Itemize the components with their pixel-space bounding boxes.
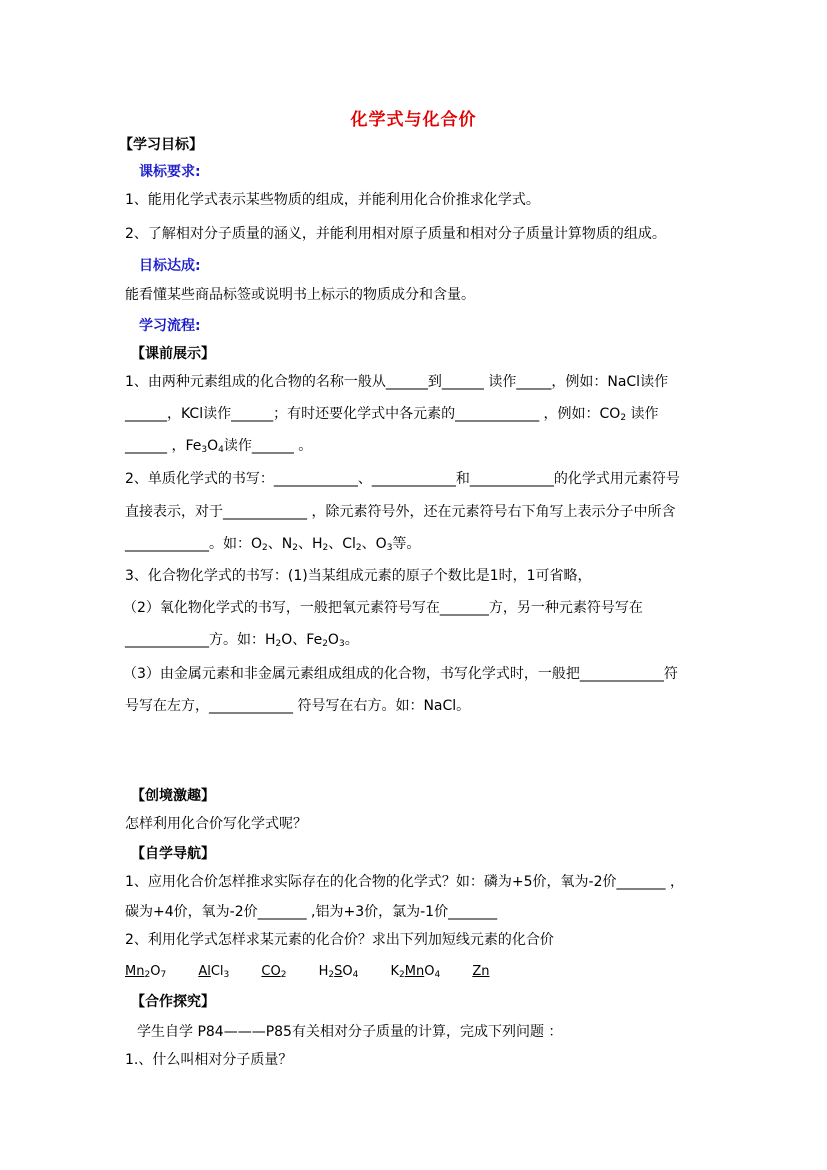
preview-q3-line1: 3、化合物化学式的书写：(1)当某组成元素的原子个数比是1时，1可省略， <box>125 568 592 584</box>
subscript: 7 <box>160 970 167 980</box>
subscript: 2 <box>322 543 329 553</box>
text: O <box>150 964 161 979</box>
scenario-text: 怎样利用化合价写化学式呢？ <box>125 816 307 832</box>
subscript: 2 <box>322 639 328 649</box>
subscript: 3 <box>386 543 393 553</box>
text: ______ ，Fe <box>125 438 202 454</box>
preview-heading: 【课前展示】 <box>131 346 215 362</box>
subscript: 2 <box>292 543 298 553</box>
subscript: 2 <box>399 970 405 980</box>
text: S <box>334 964 343 979</box>
preview-q1-line2-text: ______，KCl读作______；有时还要化学式中各元素的____________ ，例如：CO <box>125 406 621 422</box>
subscript: 3 <box>223 970 230 980</box>
subscript: 2 <box>262 543 268 553</box>
formula-k2mno4 <box>390 964 440 979</box>
self-study-line1: 1、应用化合价怎样推求实际存在的化合物的化学式？如：磷为+5价，氧为-2价_______ ， <box>125 874 684 890</box>
preview-q3-line5: 号写在左方，____________ 符号写在右方。如：NaCl。 <box>125 698 471 714</box>
self-study-line2: 碳为+4价，氧为-2价_______ ,铝为+3价，氯为-1价_______ <box>125 904 498 920</box>
subscript: 3 <box>201 445 208 455</box>
text: 、O <box>361 536 387 552</box>
text: 、N <box>267 536 293 552</box>
preview-q1-line1: 1、由两种元素组成的化合物的名称一般从______到______ 读作_____，例如：NaCl读作 <box>125 374 669 390</box>
cooperation-text: 学生自学 P84———P85有关相对分子质量的计算，完成下列问题 ： <box>137 1024 563 1040</box>
text: O <box>207 438 219 454</box>
text: H <box>318 964 329 979</box>
text: O、Fe <box>281 632 323 648</box>
preview-q3-line4: （3）由金属元素和非金属元素组成组成的化合物，书写化学式时，一般把____________符 <box>123 666 678 682</box>
subscript: 4 <box>218 445 224 455</box>
preview-q2-line1: 2、单质化学式的书写：____________、____________和____________的化学式用元素符号 <box>125 471 680 487</box>
preview-q2-line3 <box>125 534 420 554</box>
text: Al <box>198 964 211 979</box>
text: 、H <box>297 536 323 552</box>
formula-zn: Zn <box>472 964 490 979</box>
self-study-heading: 【自学导航】 <box>131 846 215 862</box>
achievement-text: 能看懂某些商品标签或说明书上标示的物质成分和含量。 <box>125 287 475 303</box>
self-study-line3: 2、利用化学式怎样求某元素的化合价？求出下列加短线元素的化合价 <box>125 932 554 948</box>
text: CO <box>261 964 281 979</box>
preview-q3-line3 <box>125 630 359 650</box>
requirement-2: 2、了解相对分子质量的涵义，并能利用相对原子质量和相对分子质量计算物质的组成。 <box>125 226 666 242</box>
text: K <box>390 964 400 979</box>
preview-q1-line2 <box>125 404 659 424</box>
text: 等。 <box>392 536 421 552</box>
subscript: 2 <box>620 413 627 423</box>
text: 读作______ 。 <box>223 438 313 454</box>
text: ____________方。如：H <box>125 632 276 648</box>
page-title: 化学式与化合价 <box>350 110 477 130</box>
curriculum-heading: 课标要求: <box>139 164 201 180</box>
preview-q1-line2-tail: 读作 <box>630 406 659 422</box>
text: 、Cl <box>328 536 356 552</box>
text: O <box>424 964 435 979</box>
text: Mn <box>404 964 425 979</box>
preview-q3-line2: （2）氧化物化学式的书写，一般把氧元素符号写在_______方，另一种元素符号写在 <box>123 600 643 616</box>
process-heading: 学习流程: <box>139 318 201 334</box>
subscript: 2 <box>328 970 335 980</box>
learning-goals-heading: 【学习目标】 <box>119 137 203 153</box>
text: O <box>342 964 353 979</box>
text: O <box>327 632 339 648</box>
cooperation-heading: 【合作探究】 <box>131 994 215 1010</box>
text: ____________。如：O <box>125 536 263 552</box>
preview-q1-line3 <box>125 436 312 456</box>
formula-alcl3 <box>198 964 229 979</box>
subscript: 2 <box>355 543 362 553</box>
subscript: 2 <box>280 970 287 980</box>
text: 。 <box>344 632 359 648</box>
formula-h2so4 <box>319 964 359 979</box>
subscript: 3 <box>338 639 345 649</box>
subscript: 2 <box>144 970 151 980</box>
subscript: 4 <box>352 970 359 980</box>
preview-q2-line2: 直接表示，对于____________ ，除元素符号外，还在元素符号右下角写上表示分子中所含 <box>125 504 676 520</box>
subscript: 2 <box>275 639 282 649</box>
achievement-heading: 目标达成: <box>139 258 201 274</box>
scenario-heading: 【创境激趣】 <box>131 788 215 804</box>
formula-co2 <box>261 964 286 979</box>
formula-row <box>125 962 489 982</box>
cooperation-q1: 1.、什么叫相对分子质量？ <box>125 1052 293 1068</box>
text: Cl <box>210 964 224 979</box>
formula-mn2o7 <box>125 964 166 979</box>
requirement-1: 1、能用化学式表示某些物质的组成，并能利用化合价推求化学式。 <box>125 192 540 208</box>
text: Mn <box>125 964 145 979</box>
subscript: 4 <box>434 970 441 980</box>
